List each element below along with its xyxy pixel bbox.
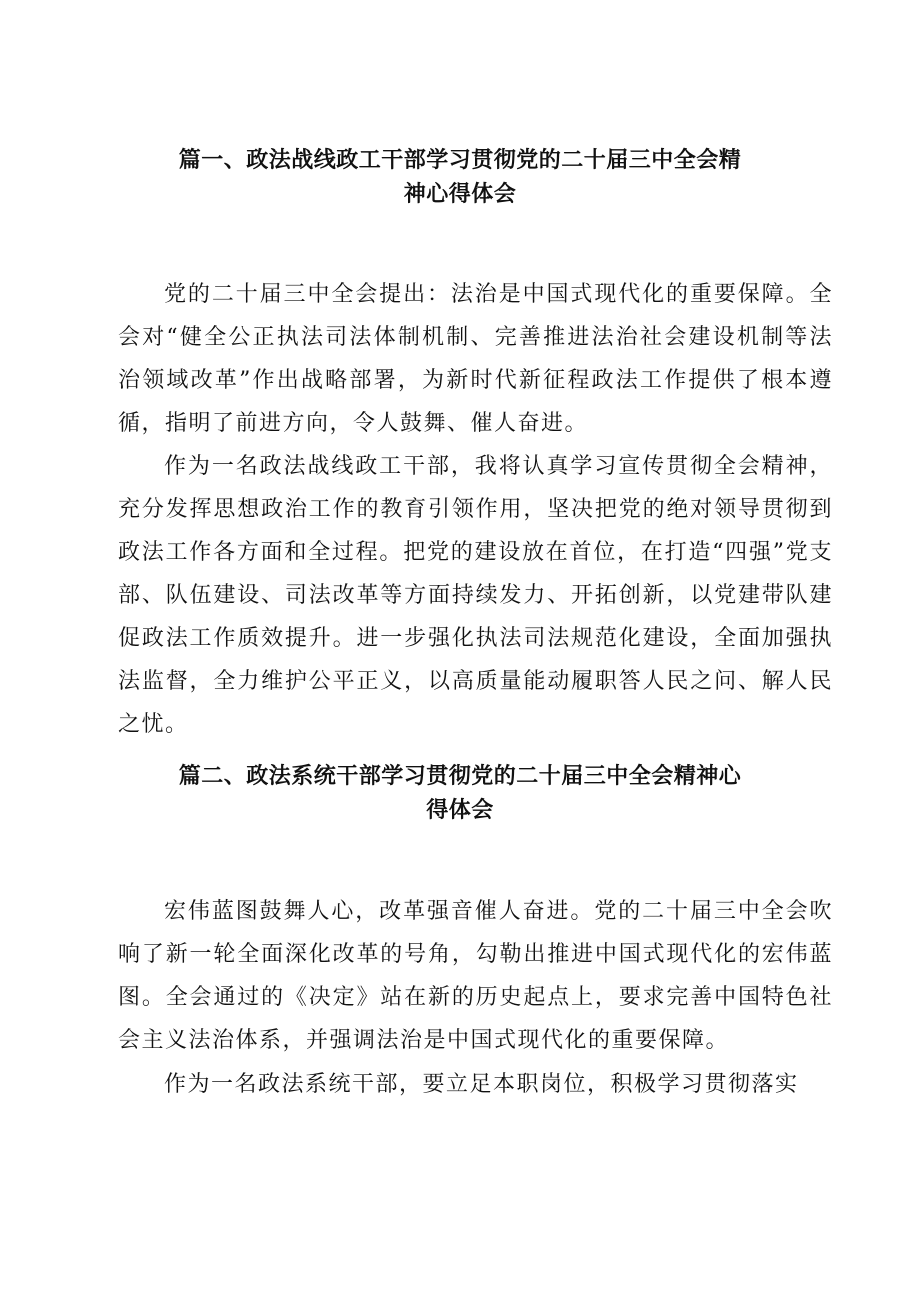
section-1-title-line-2: 神心得体会 <box>403 182 517 207</box>
section-1-title <box>0 144 920 212</box>
section-2-paragraph-1: 宏伟蓝图鼓舞人心，改革强音催人奋进。党的二十届三中全会吹响了新一轮全面深化改革的号角，勾勒出推进中国式现代化的宏伟蓝图。全会通过的《决定》站在新的历史起点上，要求完善中国特色社会主义法治体系，并强调法治是中国式现代化的重要保障。 <box>118 899 833 1053</box>
section-1-paragraph-1: 党的二十届三中全会提出：法治是中国式现代化的重要保障。全会对“健全公正执法司法体制机制、完善推进法治社会建设机制等法治领域改革”作出战略部署，为新时代新征程政法工作提供了根本遵循，指明了前进方向，令人鼓舞、催人奋进。 <box>118 282 833 436</box>
section-2-paragraph-2: 作为一名政法系统干部，要立足本职岗位，积极学习贯彻落实 <box>164 1072 799 1097</box>
section-2-title <box>0 760 920 828</box>
section-1-title-line-1: 篇一、政法战线政工干部学习贯彻党的二十届三中全会精 <box>178 148 742 173</box>
section-2-title-line-1: 篇二、政法系统干部学习贯彻党的二十届三中全会精神心 <box>178 764 742 789</box>
section-2-title-line-2: 得体会 <box>426 798 494 823</box>
section-1-paragraph-2: 作为一名政法战线政工干部，我将认真学习宣传贯彻全会精神，充分发挥思想政治工作的教育引领作用，坚决把党的绝对领导贯彻到政法工作各方面和全过程。把党的建设放在首位，在打造“四强”党支部、队伍建设、司法改革等方面持续发力、开拓创新，以党建带队建促政法工作质效提升。进一步强化执法司法规范化建设，全面加强执法监督，全力维护公平正义，以高质量能动履职答人民之问、解人民之忧。 <box>118 454 833 737</box>
